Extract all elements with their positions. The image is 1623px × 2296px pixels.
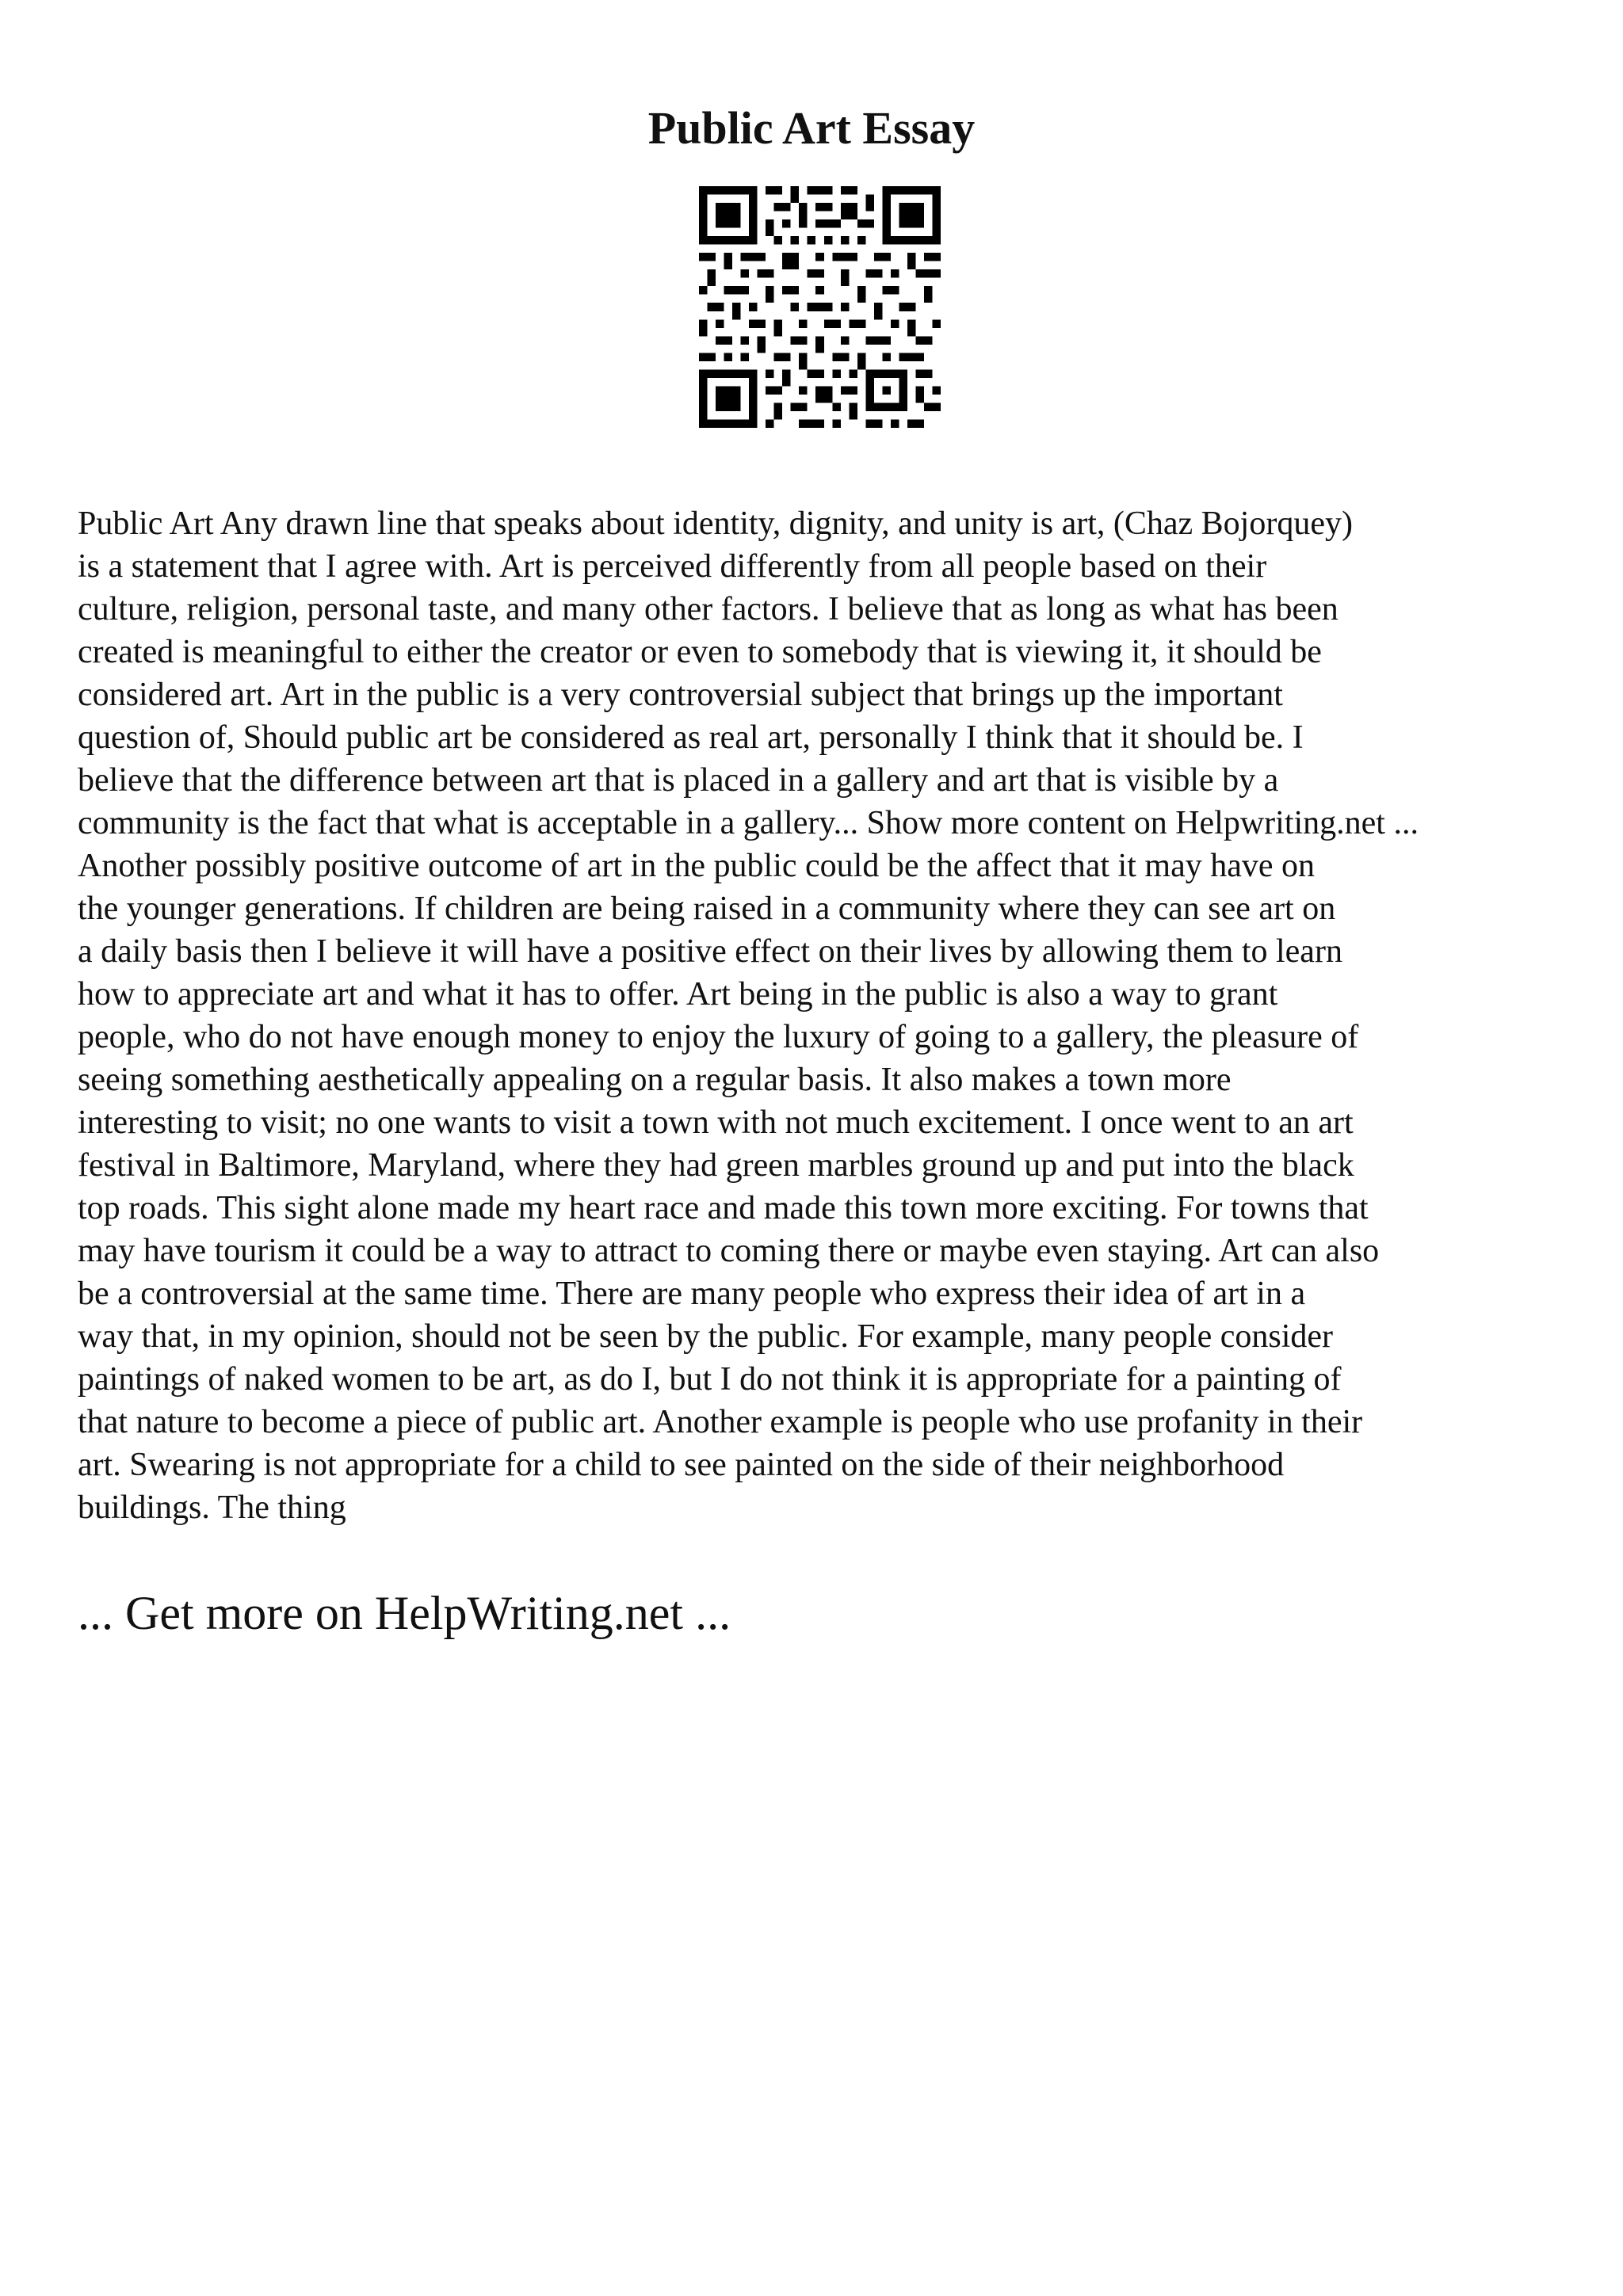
body-line: culture, religion, personal taste, and many other factors. I believe that as long as what has been — [78, 591, 1338, 627]
body-line: people, who do not have enough money to enjoy the luxury of going to a gallery, the pleasure of — [78, 1019, 1359, 1055]
body-line: a daily basis then I believe it will have a positive effect on their lives by allowing them to learn — [78, 933, 1342, 970]
body-line: is a statement that I agree with. Art is perceived differently from all people based on their — [78, 548, 1267, 585]
body-line: art. Swearing is not appropriate for a child to see painted on the side of their neighborhood — [78, 1447, 1285, 1483]
body-line: the younger generations. If children are being raised in a community where they can see art on — [78, 891, 1336, 927]
body-line: festival in Baltimore, Maryland, where they had green marbles ground up and put into the black — [78, 1147, 1354, 1184]
body-line: created is meaningful to either the creator or even to somebody that is viewing it, it should be — [78, 634, 1322, 670]
qr-code-graphic — [699, 186, 941, 428]
essay-body — [78, 502, 1566, 1529]
body-line: that nature to become a piece of public art. Another example is people who use profanity in their — [78, 1404, 1363, 1440]
body-line: interesting to visit; no one wants to visit a town with not much excitement. I once went to an art — [78, 1104, 1354, 1141]
page-title: Public Art Essay — [647, 102, 976, 154]
body-line: considered art. Art in the public is a very controversial subject that brings up the important — [78, 677, 1283, 713]
body-line: way that, in my opinion, should not be seen by the public. For example, many people consider — [78, 1318, 1334, 1355]
body-line: Another possibly positive outcome of art in the public could be the affect that it may have on — [78, 848, 1315, 884]
body-line: Public Art Any drawn line that speaks about identity, dignity, and unity is art, (Chaz Bojorquey) — [78, 505, 1353, 542]
body-line: seeing something aesthetically appealing on a regular basis. It also makes a town more — [78, 1062, 1232, 1098]
get-more-link[interactable]: ... Get more on HelpWriting.net ... — [78, 1587, 731, 1639]
body-line: may have tourism it could be a way to attract to coming there or maybe even staying. Art can also — [78, 1233, 1380, 1269]
body-line: believe that the difference between art that is placed in a gallery and art that is visible by a — [78, 762, 1279, 799]
body-line: top roads. This sight alone made my heart race and made this town more exciting. For towns that — [78, 1190, 1369, 1226]
body-line: paintings of naked women to be art, as do I, but I do not think it is appropriate for a painting of — [78, 1361, 1342, 1398]
qr-code-icon[interactable] — [699, 186, 941, 428]
body-line: buildings. The thing — [78, 1489, 346, 1526]
body-line: question of, Should public art be considered as real art, personally I think that it should be. I — [78, 719, 1304, 756]
body-line: community is the fact that what is acceptable in a gallery... Show more content on Helpwriting.net ... — [78, 805, 1419, 841]
body-line: how to appreciate art and what it has to offer. Art being in the public is also a way to grant — [78, 976, 1278, 1013]
body-line: be a controversial at the same time. There are many people who express their idea of art in a — [78, 1276, 1306, 1312]
